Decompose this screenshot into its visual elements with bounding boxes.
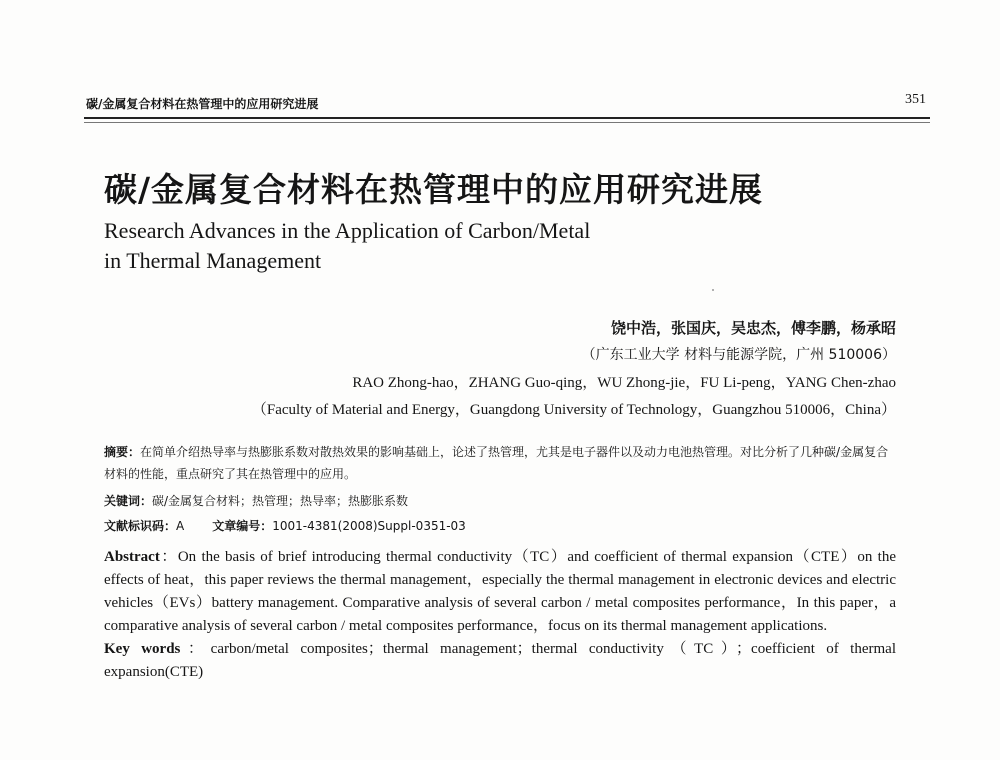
abstract-cn [104, 441, 896, 485]
title-en-line2: in Thermal Management [104, 248, 322, 273]
title-cn: 碳/金属复合材料在热管理中的应用研究进展 [104, 170, 764, 209]
keywords-en-label: Key words [104, 641, 181, 657]
keywords-en-paragraph [104, 638, 896, 684]
authors-cn: 饶中浩，张国庆，吴忠杰，傅李鹏，杨承昭 [610, 319, 896, 337]
abstract-cn-text: 在简单介绍热导率与热膨胀系数对散热效果的影响基础上，论述了热管理，尤其是电子器件以及动力电池热管理。对比分析了几种碳/金属复合材料的性能，重点研究了其在热管理中的应用。 [104, 445, 889, 481]
affiliation-cn: （广东工业大学 材料与能源学院，广州 510006） [581, 347, 896, 363]
abstract-en-paragraph [104, 546, 896, 638]
abstract-en [104, 546, 896, 684]
keywords-cn [104, 492, 896, 509]
abstract-en-label: Abstract [104, 549, 160, 565]
keywords-en-text: ：carbon/metal composites；thermal management；thermal conductivity（TC）；coefficient of thermal expansion(CTE) [104, 641, 896, 680]
abstract-en-text: ：On the basis of brief introducing thermal conductivity（TC）and coefficient of thermal expansion（CTE）on the effects of heat，this paper reviews the thermal management，especially the thermal management in electronic devices and electric vehicles（EVs）battery management. Comparative analysis of several carbon / metal composites performance，In this paper，a comparative analysis of several carbon / metal composites performance，focus on its thermal management applications. [104, 549, 896, 634]
doc-code: A [176, 519, 185, 533]
doc-code-label: 文献标识码： [104, 519, 177, 533]
article-no: 1001-4381(2008)Suppl-0351-03 [272, 519, 466, 533]
page-number: 351 [905, 92, 926, 107]
keywords-cn-label: 关键词： [104, 494, 153, 508]
authors-en: RAO Zhong-hao，ZHANG Guo-qing，WU Zhong-jie，FU Li-peng，YANG Chen-zhao [352, 375, 896, 391]
header-rule [84, 117, 930, 119]
running-title: 碳/金属复合材料在热管理中的应用研究进展 [86, 97, 319, 111]
article-no-label: 文章编号： [212, 519, 273, 533]
keywords-cn-text: 碳/金属复合材料；热管理；热导率；热膨胀系数 [152, 494, 409, 508]
header-rule-thin [84, 122, 930, 123]
affiliation-en: （Faculty of Material and Energy，Guangdong University of Technology，Guangzhou 510006，China） [251, 402, 896, 418]
scan-speck [712, 289, 714, 291]
abstract-cn-label: 摘要： [104, 445, 141, 459]
title-en [104, 216, 590, 276]
title-en-line1: Research Advances in the Application of Carbon/Metal [104, 218, 591, 243]
identifiers [104, 517, 896, 534]
